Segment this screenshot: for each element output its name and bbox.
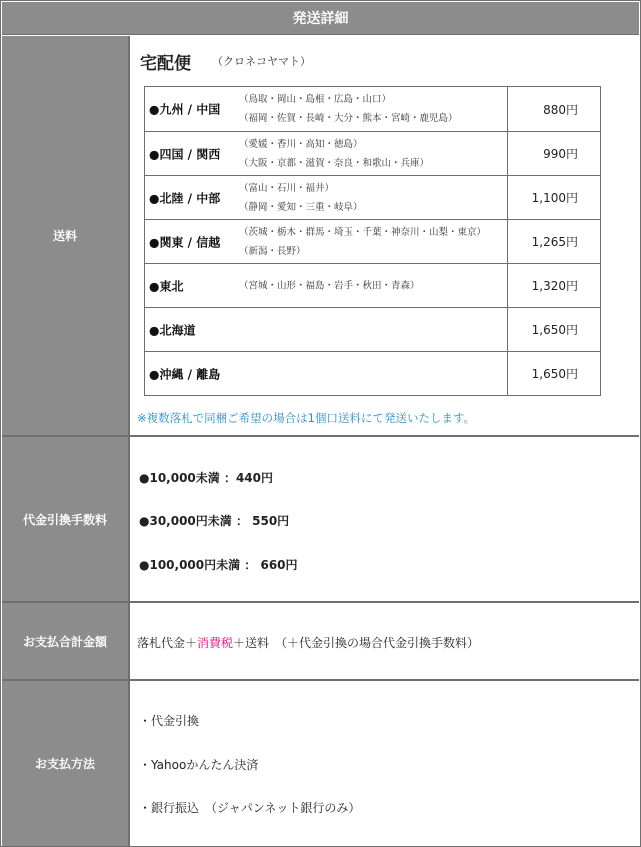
prefecture-line: （茨城・栃木・群馬・埼玉・千葉・神奈川・山梨・東京） [239, 226, 487, 238]
shipping-rate-table [144, 86, 601, 396]
cod-fee-item: ●100,000円未満 ： 660円 [139, 558, 298, 572]
payment-method-item: ・銀行振込 （ジャパンネット銀行のみ） [139, 801, 361, 815]
shipping-label: 送料 [2, 36, 130, 435]
bundling-note: ※複数落札で同梱ご希望の場合は1個口送料にて発送いたします。 [137, 411, 476, 425]
prefecture-line: （鳥取・岡山・島根・広島・山口） [239, 94, 392, 105]
region-name: ●北陸 / 中部 [149, 191, 221, 205]
tax-text: 消費税 [197, 636, 234, 650]
prefecture-line: （新潟・長野） [239, 245, 306, 257]
region-name: ●北海道 [149, 323, 196, 337]
table-row [145, 87, 601, 132]
table-row [145, 264, 601, 308]
shipping-price: 1,650円 [508, 308, 601, 352]
shipping-price: 1,100円 [508, 176, 601, 220]
table-title: 発送詳細 [2, 2, 639, 35]
prefecture-line: （宮城・山形・福島・岩手・秋田・青森） [239, 280, 420, 291]
shipping-price: 990円 [508, 132, 601, 176]
total-formula [137, 634, 479, 651]
total-amount-row [2, 603, 639, 681]
region-name: ●沖縄 / 離島 [149, 367, 221, 381]
payment-method-item: ・Yahooかんたん決済 [139, 758, 259, 772]
total-amount-label: お支払合計金額 [2, 603, 130, 679]
prefecture-line: （福岡・佐賀・長崎・大分・熊本・宮崎・鹿児島） [239, 113, 458, 124]
carrier-name: （クロネコヤマト） [212, 55, 311, 68]
prefecture-line: （大阪・京都・滋賀・奈良・和歌山・兵庫） [239, 157, 430, 169]
payment-method-item: ・代金引換 [139, 714, 200, 728]
prefecture-list [239, 135, 429, 173]
prefecture-line: （愛媛・香川・高知・徳島） [239, 138, 363, 150]
shipping-price: 1,650円 [508, 352, 601, 396]
table-row [145, 308, 601, 352]
cod-fee-row [2, 437, 639, 603]
prefecture-list [239, 90, 458, 128]
prefecture-line: （静岡・愛知・三重・岐阜） [239, 201, 363, 213]
prefecture-list [239, 223, 486, 261]
payment-methods-content [132, 681, 639, 846]
prefecture-list [239, 276, 420, 295]
prefecture-list [239, 179, 363, 217]
cod-fee-content [132, 437, 639, 601]
table-row [145, 176, 601, 220]
payment-methods-label: お支払方法 [2, 681, 130, 846]
payment-methods-row [2, 681, 639, 846]
prefecture-line: （富山・石川・福井） [239, 182, 335, 194]
region-name: ●関東 / 信越 [149, 235, 221, 249]
cod-fee-item: ●10,000未満 ：440円 [139, 471, 274, 485]
service-name: 宅配便 [140, 54, 191, 74]
shipping-price: 880円 [508, 87, 601, 132]
region-name: ●四国 / 関西 [149, 147, 221, 161]
region-name: ●東北 [149, 279, 184, 293]
shipping-row [2, 36, 639, 437]
table-row [145, 352, 601, 396]
cod-fee-label: 代金引換手数料 [2, 437, 130, 601]
formula-text: ＋送料 （＋代金引換の場合代金引換手数料） [233, 636, 480, 650]
shipping-price: 1,265円 [508, 220, 601, 264]
shipping-price: 1,320円 [508, 264, 601, 308]
shipping-content [132, 36, 639, 435]
cod-fee-item: ●30,000円未満 ： 550円 [139, 514, 290, 528]
formula-text: 落札代金＋ [137, 636, 198, 650]
table-row [145, 132, 601, 176]
total-amount-content [132, 603, 639, 679]
table-row [145, 220, 601, 264]
region-name: ●九州 / 中国 [149, 102, 221, 117]
